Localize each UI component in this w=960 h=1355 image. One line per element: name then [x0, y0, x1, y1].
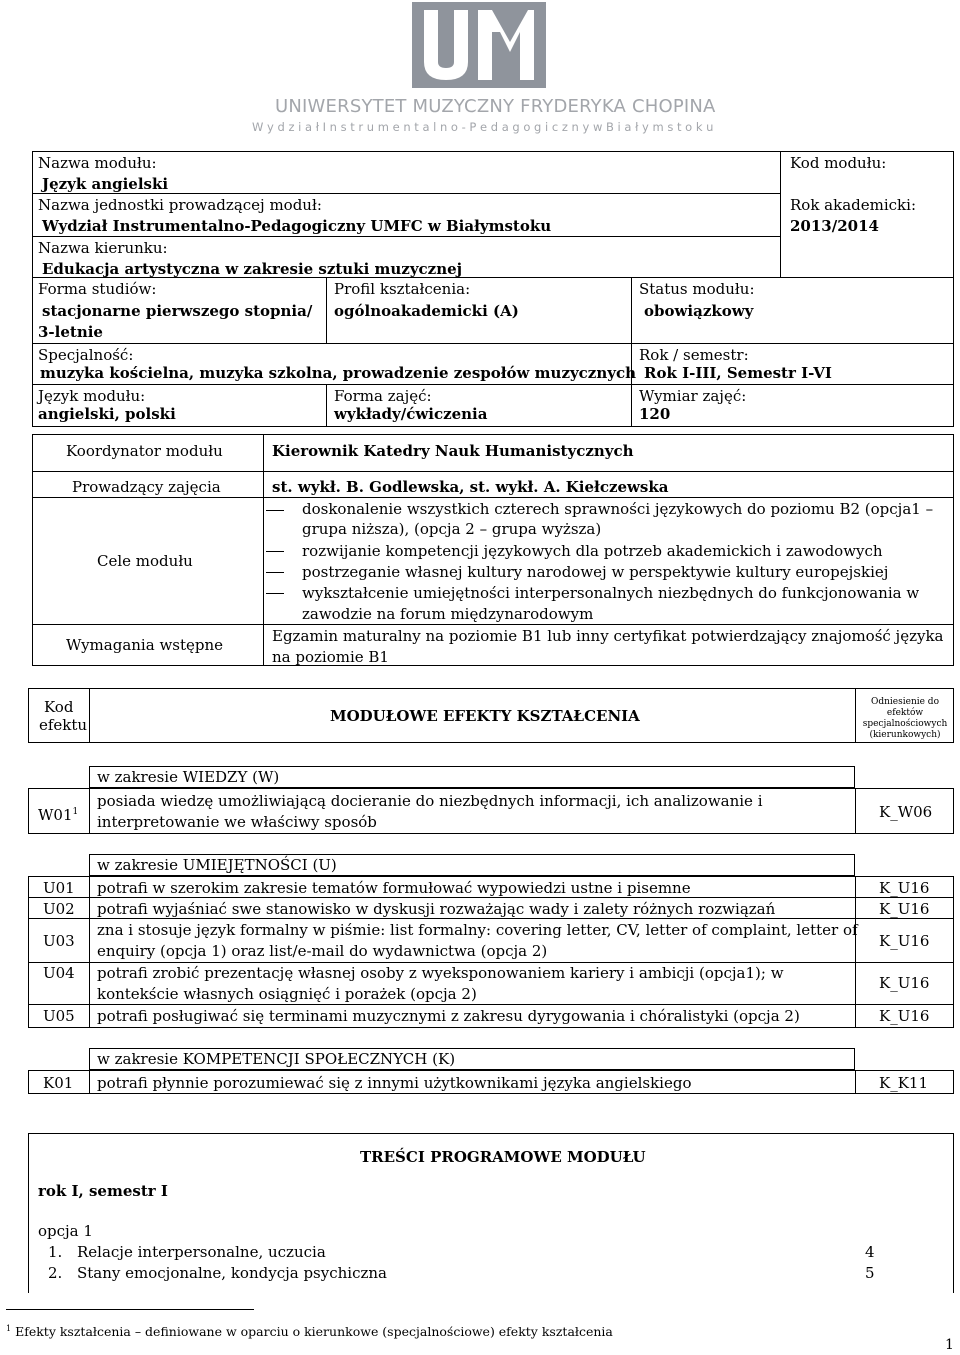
effects-reference-header: Odniesienie do efektów specjalnościowych (kierunkowych): [862, 697, 948, 740]
skill-effect-continued: enquiry (opcja 1) oraz list/e-mail do wydawnictwa (opcja 2): [97, 942, 548, 960]
program-item: Stany emocjonalne, kondycja psychiczna: [77, 1264, 387, 1282]
year-value: Rok I-III, Semestr I-VI: [644, 364, 832, 382]
skill-code: U04: [43, 964, 75, 982]
knowledge-reference: K_W06: [879, 803, 933, 821]
goal-item: wykształcenie umiejętności interpersonalnych niezbędnych do funkcjonowania w: [302, 584, 920, 602]
social-code: K01: [43, 1074, 74, 1092]
teachers-label: Prowadzący zajęcia: [72, 478, 221, 496]
requirements-label: Wymagania wstępne: [66, 636, 224, 654]
skills-heading: w zakresie UMIEJĘTNOŚCI (U): [97, 856, 337, 874]
skill-reference: K_U16: [879, 879, 930, 897]
program-item: Relacje interpersonalne, uczucia: [77, 1243, 326, 1261]
goal-item-continued: zawodzie na forum międzynarodowym: [302, 605, 594, 623]
unit-name: Wydział Instrumentalno-Pedagogiczny UMFC w Białymstoku: [42, 217, 552, 235]
goal-item: rozwijanie kompetencji językowych dla potrzeb akademickich i zawodowych: [302, 542, 883, 560]
university-name: UNIWERSYTET MUZYCZNY FRYDERYKA CHOPINA: [275, 96, 716, 117]
goal-bullet: [266, 572, 284, 573]
module-name: Język angielski: [42, 175, 169, 193]
goal-item-continued: grupa niższa), (opcja 2 – grupa wyższa): [302, 520, 602, 538]
program-title: TREŚCI PROGRAMOWE MODUŁU: [360, 1148, 646, 1166]
social-effect: potrafi płynnie porozumiewać się z innymi użytkownikami języka angielskiego: [97, 1074, 692, 1092]
knowledge-effect: posiada wiedzę umożliwiającą docieranie do niezbędnych informacji, ich analizowanie i: [97, 792, 763, 810]
skill-reference: K_U16: [879, 974, 930, 992]
field-name: Edukacja artystyczna w zakresie sztuki muzycznej: [42, 260, 463, 278]
university-logo: [412, 2, 546, 88]
skill-reference: K_U16: [879, 900, 930, 918]
page-number: 1: [945, 1337, 954, 1353]
language-label: Język modułu:: [38, 387, 146, 405]
status-label: Status modułu:: [639, 280, 755, 298]
program-year: rok I, semestr I: [38, 1182, 168, 1200]
skill-effect: zna i stosuje język formalny w piśmie: list formalny: covering letter, CV, letter of complaint, letter of: [97, 921, 858, 939]
field-label: Nazwa kierunku:: [38, 239, 168, 257]
goal-bullet: [266, 551, 284, 552]
skill-reference: K_U16: [879, 1007, 930, 1025]
profile-value: ogólnoakademicki (A): [334, 302, 519, 320]
academic-year-label: Rok akademicki:: [790, 196, 916, 214]
skill-reference: K_U16: [879, 932, 930, 950]
status-value: obowiązkowy: [644, 302, 754, 320]
language-value: angielski, polski: [38, 405, 176, 423]
requirements-value-continued: na poziomie B1: [272, 648, 389, 666]
study-form-line2: 3-letnie: [38, 323, 103, 341]
effect-code-header: Kod: [44, 698, 74, 716]
skill-effect: potrafi wyjaśniać swe stanowisko w dyskusji rozważając wady i zalety różnych rozwiązań: [97, 900, 776, 918]
social-heading: w zakresie KOMPETENCJI SPOŁECZNYCH (K): [97, 1050, 456, 1068]
teachers-value: st. wykł. B. Godlewska, st. wykł. A. Kiełczewska: [272, 478, 669, 496]
program-item-number: 2.: [48, 1264, 63, 1282]
skill-effect: potrafi posługiwać się terminami muzycznymi z zakresu dyrygowania i chóralistyki (opcja 2): [97, 1007, 800, 1025]
coordinator-label: Koordynator modułu: [66, 442, 223, 460]
specialty-value: muzyka kościelna, muzyka szkolna, prowadzenie zespołów muzycznych: [40, 364, 636, 382]
program-item-hours: 4: [865, 1243, 875, 1261]
study-form-label: Forma studiów:: [38, 280, 157, 298]
hours-value: 120: [639, 405, 671, 423]
coordinator-value: Kierownik Katedry Nauk Humanistycznych: [272, 442, 634, 460]
program-option: opcja 1: [38, 1222, 93, 1240]
profile-label: Profil kształcenia:: [334, 280, 471, 298]
academic-year: 2013/2014: [790, 217, 879, 235]
skill-code: U02: [43, 900, 75, 918]
goals-label: Cele modułu: [97, 552, 193, 570]
program-item-number: 1.: [48, 1243, 63, 1261]
requirements-value: Egzamin maturalny na poziomie B1 lub inny certyfikat potwierdzający znajomość języka: [272, 627, 944, 645]
program-item-hours: 5: [865, 1264, 875, 1282]
specialty-label: Specjalność:: [38, 346, 134, 364]
knowledge-heading: w zakresie WIEDZY (W): [97, 768, 280, 786]
effect-code-header-continued: efektu: [39, 716, 88, 734]
effects-title: MODUŁOWE EFEKTY KSZTAŁCENIA: [330, 707, 640, 725]
class-form-value: wykłady/ćwiczenia: [334, 405, 488, 423]
goal-bullet: [266, 510, 284, 511]
skill-code: U05: [43, 1007, 75, 1025]
skill-code: U01: [43, 879, 75, 897]
module-name-label: Nazwa modułu:: [38, 154, 157, 172]
year-label: Rok / semestr:: [639, 346, 749, 364]
skill-effect-continued: kontekście własnych osiągnięć i porażek (opcja 2): [97, 985, 477, 1003]
unit-label: Nazwa jednostki prowadzącej moduł:: [38, 196, 322, 214]
skill-effect: potrafi zrobić prezentację własnej osoby z wyeksponowaniem kariery i ambicji (opcja1); w: [97, 964, 784, 982]
goal-bullet: [266, 593, 284, 594]
study-form-line1: stacjonarne pierwszego stopnia/: [42, 302, 313, 320]
hours-label: Wymiar zajęć:: [639, 387, 747, 405]
knowledge-effect-continued: interpretowanie we właściwy sposób: [97, 813, 377, 831]
faculty-name: W y d z i a ł I n s t r u m e n t a l n o - P e d a g o g i c z n y w B i a ł y m s t o k u: [252, 120, 714, 134]
goal-item: postrzeganie własnej kultury narodowej w perspektywie kultury europejskiej: [302, 563, 889, 581]
skill-code: U03: [43, 932, 75, 950]
code-label: Kod modułu:: [790, 154, 887, 172]
class-form-label: Forma zajęć:: [334, 387, 432, 405]
knowledge-code: $W01^1$: [38, 806, 79, 824]
social-reference: K_K11: [879, 1074, 928, 1092]
skill-effect: potrafi w szerokim zakresie tematów formułować wypowiedzi ustne i pisemne: [97, 879, 691, 897]
goal-item: doskonalenie wszystkich czterech sprawności językowych do poziomu B2 (opcja1 –: [302, 500, 934, 518]
footnote-separator: [6, 1309, 254, 1310]
footnote: $^1$ Efekty kształcenia – definiowane w oparciu o kierunkowe (specjalnościowe) efekty kształcenia: [6, 1324, 613, 1340]
